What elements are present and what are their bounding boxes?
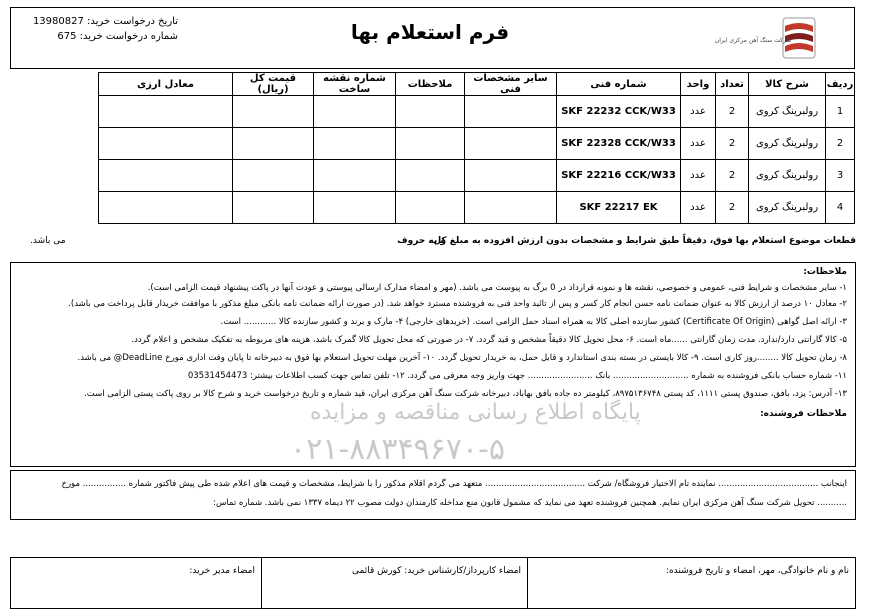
note-line: ۱۳- آدرس: یزد، بافق، صندوق پستی ۱۱۱۱، کد پستی ۸۹۷۵۱۳۶۷۴۸، کیلومتر ده جاده بافق بهاباد، دبیرخانه شرکت سنگ آهن مرکزی ایران، قید شماره و تاریخ درخواست خرید و شرح کالا بر روی پاکت پستی الزامی است. [84,389,847,399]
logo-caption: شرکت سنگ آهن مرکزی ایران [714,37,792,44]
col-total-price: قیمت کل (ریال) [233,73,314,96]
item-total-price[interactable] [233,160,314,192]
statement-end: می باشد. [30,236,66,246]
request-date: 13980827 [32,16,84,27]
item-currency[interactable] [99,160,233,192]
signature-row [10,557,856,609]
item-currency[interactable] [99,192,233,224]
item-notes[interactable] [396,160,465,192]
item-specs[interactable] [465,160,557,192]
item-desc: رولبرینگ کروی [749,192,826,224]
declaration-box [10,470,856,520]
table-row [99,160,855,192]
col-currency: معادل ارزی [99,73,233,96]
item-qty: 2 [716,160,749,192]
item-qty: 2 [716,192,749,224]
items-table [98,72,855,224]
table-row [99,96,855,128]
item-currency[interactable] [99,96,233,128]
declaration-line: اینجانب ..................................... نماینده تام الاختیار فروشگاه/ شرکت ..................................... متعهد می گردم اقلام مذکور را با شرایط، مشخصات و قیمت های اعلام شده طی پیش فاکتور شماره ................ مورخ [61,479,847,489]
statement-main: قطعات موضوع استعلام بها فوق، دقیقاً طبق شرایط و مشخصات بدون ارزش افزوده به مبلغ کل [433,236,856,246]
buyer-signature[interactable]: امضاء کارپرداز/کارشناس خرید: کورش قائمی [261,558,527,608]
row-number: 4 [826,192,855,224]
request-no: 675 [57,31,77,42]
item-unit: عدد [681,128,716,160]
item-specs[interactable] [465,128,557,160]
page-title: فرم استعلام بها [350,20,510,44]
item-drawing[interactable] [314,192,396,224]
row-number: 3 [826,160,855,192]
watermark-phone: ۰۲۱-۸۸۳۴۹۶۷۰-۵ [290,432,506,467]
item-part-no: SKF 22216 CCK/W33 [557,160,681,192]
notes-title: ملاحظات: [803,267,847,277]
request-meta [18,14,178,44]
note-line: ۳- ارائه اصل گواهی (Certificate Of Origin) کشور سازنده اصلی کالا به همراه اسناد حمل الزامی است. (خریدهای خارجی) ۴- مارک و برند و کشور سازنده کالا ............ است. [220,317,847,327]
item-part-no: SKF 22217 EK [557,192,681,224]
note-line: ۱۱- شماره حساب بانکی فروشنده به شماره ............................ بانک ........................ جهت واریز وجه معرفی می گردد. ۱۲- تلفن تماس جهت کسب اطلاعات بیشتر: 03531454473 [187,371,847,381]
item-unit: عدد [681,160,716,192]
notes-box [10,262,856,467]
item-drawing[interactable] [314,128,396,160]
table-row [99,192,855,224]
col-qty: تعداد [716,73,749,96]
note-line: ۲- معادل ۱۰ درصد از ارزش کالا به عنوان ضمانت نامه حسن انجام کار کسر و پس از تائید واحد فنی به فروشنده مسترد خواهد شد. (در صورت ارائه ضمانت نامه بانکی مبلغ مذکور با موافقت خریدار قابل پرداخت می باشد). [68,299,847,309]
statement-words: و به حروف [397,236,446,246]
request-date-label: تاریخ درخواست خرید: [87,16,178,27]
declaration-line: ........... تحویل شرکت سنگ آهن مرکزی ایران نمایم. همچنین فروشنده تعهد می نماید که مشمول قانون منع مداخله کارمندان دولت مصوب ۲۲ دیماه ۱۳۳۷ نمی باشد. شماره تماس: [213,498,847,508]
item-notes[interactable] [396,128,465,160]
col-part: شماره فنی [557,73,681,96]
item-part-no: SKF 22232 CCK/W33 [557,96,681,128]
item-qty: 2 [716,128,749,160]
col-drawing: شماره نقشه ساخت [314,73,396,96]
col-desc: شرح کالا [749,73,826,96]
row-number: 1 [826,96,855,128]
table-header-row [99,73,855,96]
manager-signature[interactable]: امضاء مدیر خرید: [189,566,255,576]
seller-notes-label: ملاحظات فروشنده: [760,409,847,419]
col-specs: سایر مشخصات فنی [465,73,557,96]
item-drawing[interactable] [314,160,396,192]
note-line: ۸- زمان تحویل کالا ........روز کاری است. ۹- کالا بایستی در بسته بندی استاندارد و قابل حمل، به خریدار تحویل گردد. ۱۰- آخرین مهلت تحویل استعلام بها فوق به دبیرخانه تا پایان وقت اداری مورخ DeadLine@ می باشد. [77,353,847,363]
item-notes[interactable] [396,96,465,128]
item-total-price[interactable] [233,128,314,160]
item-total-price[interactable] [233,96,314,128]
item-part-no: SKF 22328 CCK/W33 [557,128,681,160]
row-number: 2 [826,128,855,160]
item-desc: رولبرینگ کروی [749,96,826,128]
col-row: ردیف [826,73,855,96]
request-no-label: شماره درخواست خرید: [79,31,178,42]
watermark-text: پایگاه اطلاع رسانی مناقصه و مزایده [310,400,641,425]
col-notes: ملاحظات [396,73,465,96]
item-specs[interactable] [465,192,557,224]
item-qty: 2 [716,96,749,128]
item-unit: عدد [681,96,716,128]
item-unit: عدد [681,192,716,224]
item-specs[interactable] [465,96,557,128]
item-desc: رولبرینگ کروی [749,160,826,192]
col-unit: واحد [681,73,716,96]
seller-signature[interactable]: نام و نام خانوادگی، مهر، امضاء و تاریخ فروشنده: [527,558,855,608]
item-notes[interactable] [396,192,465,224]
item-total-price[interactable] [233,192,314,224]
note-line: ۱- سایر مشخصات و شرایط فنی، عمومی و خصوصی، نقشه ها و نمونه قرارداد در 0 برگ به پیوست می باشد. (مهر و امضاء مدارک ارسالی پیوستی و عودت آنها در پاکت پیشنهاد قیمت الزامی است). [147,283,847,293]
item-desc: رولبرینگ کروی [749,128,826,160]
note-line: ۵- کالا گارانتی دارد/ندارد. مدت زمان گارانتی ......ماه است. ۶- محل تحویل کالا دقیقاً مشخص و قید گردد. ۷- در صورتی که محل تحویل کالا گمرک باشد، هزینه های مربوطه به تفکیک مشخص و اعلام گردد. [131,335,847,345]
table-row [99,128,855,160]
company-logo [714,12,817,64]
item-currency[interactable] [99,128,233,160]
item-drawing[interactable] [314,96,396,128]
